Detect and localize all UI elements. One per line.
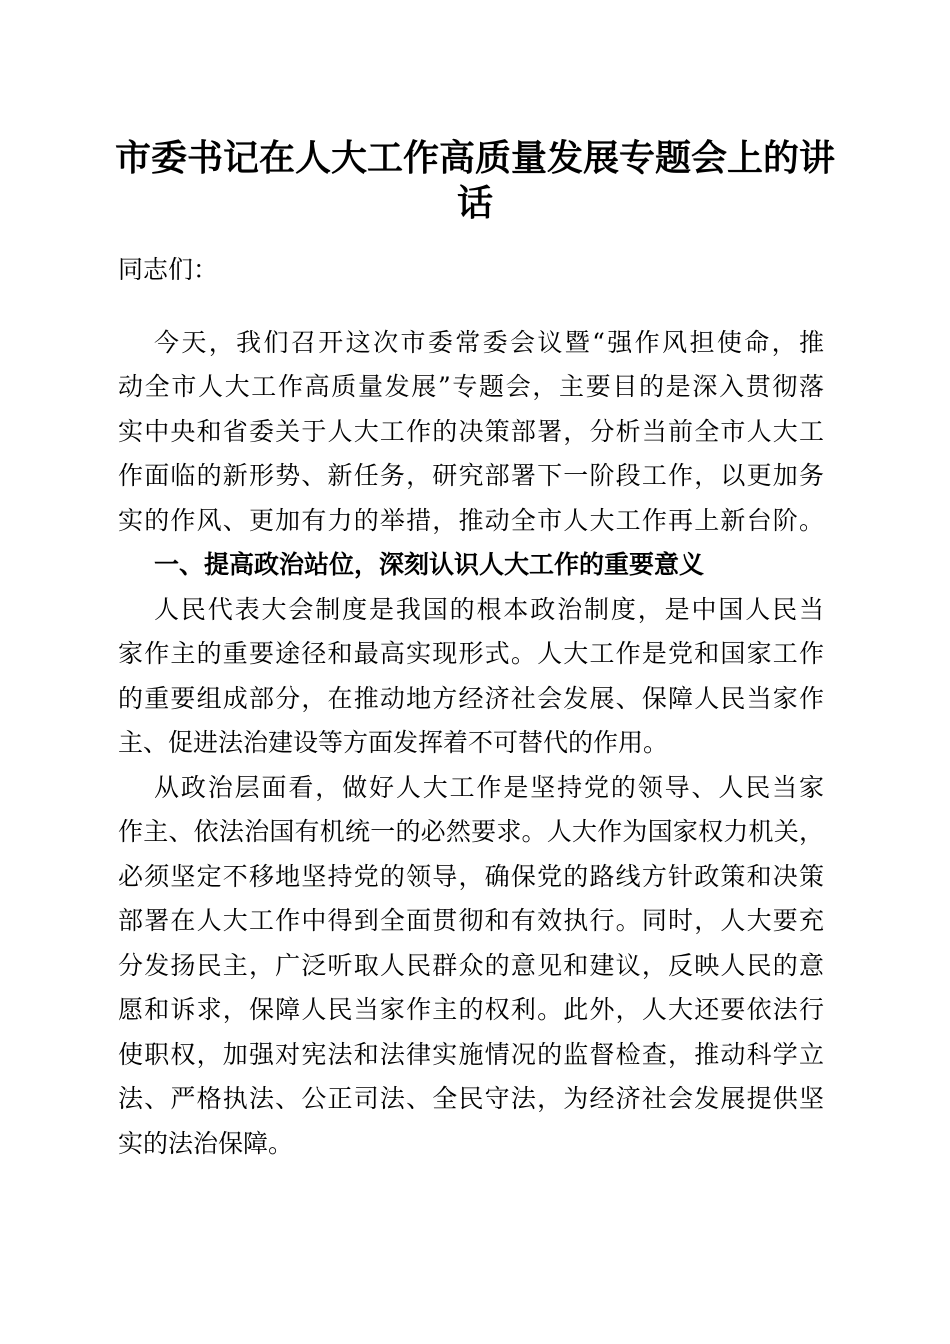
title-line-2: 话 — [456, 182, 493, 224]
text-line: 必须坚定不移地坚持党的领导，确保党的路线方针政策和决策 — [118, 861, 824, 891]
text-line: 法、严格执法、公正司法、全民守法，为经济社会发展提供坚 — [118, 1084, 824, 1113]
text-line: 的重要组成部分，在推动地方经济社会发展、保障人民当家作 — [118, 683, 824, 713]
text-line: 实的法治保障。 — [118, 1128, 294, 1158]
paragraph-intro — [118, 321, 824, 544]
text-line: 实中央和省委关于人大工作的决策部署，分析当前全市人大工 — [118, 416, 824, 446]
text-line: 从政治层面看，做好人大工作是坚持党的领导、人民当家 — [154, 772, 824, 802]
text-line: 今天，我们召开这次市委常委会议暨“强作风担使命，推 — [154, 327, 824, 357]
text-line: 作面临的新形势、新任务，研究部署下一阶段工作，以更加务 — [118, 461, 824, 490]
salutation: 同志们： — [118, 255, 219, 284]
text-line: 主、促进法治建设等方面发挥着不可替代的作用。 — [118, 728, 669, 757]
text-line: 作主、依法治国有机统一的必然要求。人大作为国家权力机关， — [118, 817, 824, 846]
section-heading: 一、提高政治站位，深刻认识人大工作的重要意义 — [154, 550, 705, 579]
text-line: 家作主的重要途径和最高实现形式。人大工作是党和国家工作 — [118, 639, 824, 668]
text-line: 分发扬民主，广泛听取人民群众的意见和建议，反映人民的意 — [118, 950, 824, 980]
document-body — [118, 248, 824, 1166]
text-line: 实的作风、更加有力的举措，推动全市人大工作再上新台阶。 — [118, 505, 824, 535]
text-line: 人民代表大会制度是我国的根本政治制度，是中国人民当 — [154, 594, 824, 624]
paragraph-political — [118, 766, 824, 1167]
text-line: 愿和诉求，保障人民当家作主的权利。此外，人大还要依法行 — [118, 995, 824, 1024]
paragraph-system — [118, 588, 824, 766]
title-line-1: 市委书记在人大工作高质量发展专题会上的讲 — [114, 137, 835, 179]
document-title — [110, 136, 840, 226]
text-line: 部署在人大工作中得到全面贯彻和有效执行。同时，人大要充 — [118, 906, 824, 935]
text-line: 动全市人大工作高质量发展”专题会，主要目的是深入贯彻落 — [118, 372, 824, 401]
text-line: 使职权，加强对宪法和法律实施情况的监督检查，推动科学立 — [118, 1039, 824, 1069]
